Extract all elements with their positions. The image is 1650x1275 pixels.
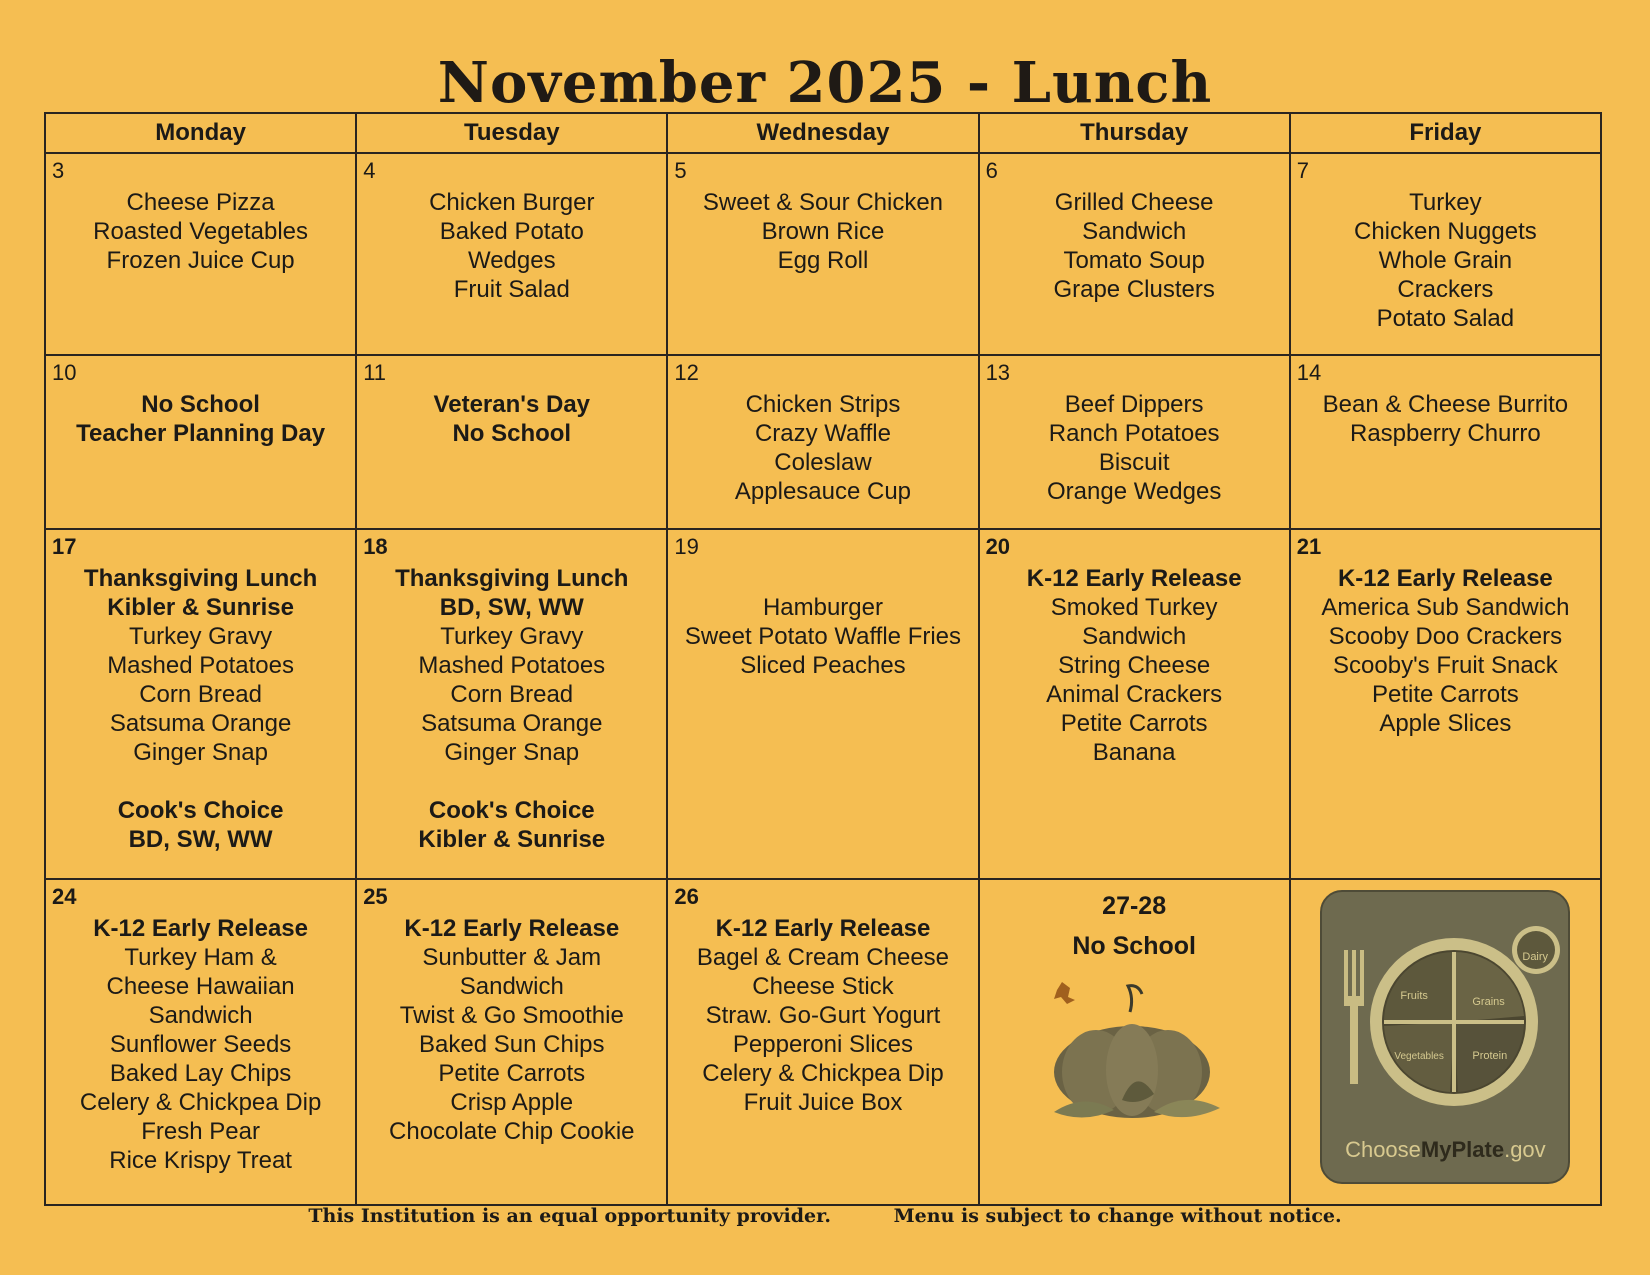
day-number: 21 [1296, 534, 1322, 559]
notice-text: BD, SW, WW [128, 826, 273, 853]
myplate-protein-label: Protein [1472, 1050, 1508, 1062]
menu-item: Satsuma Orange [421, 710, 603, 737]
menu-item: Biscuit [1098, 449, 1170, 476]
myplate-vegetables-label: Vegetables [1394, 1051, 1444, 1062]
day-cell [356, 355, 667, 529]
myplate-logo [1320, 890, 1570, 1184]
myplate-caption [1322, 1135, 1568, 1164]
menu-item: Sweet Potato Waffle Fries [684, 623, 962, 650]
day-number: 10 [52, 360, 77, 385]
page-title: November 2025 - Lunch [437, 50, 1213, 116]
menu-item: Raspberry Churro [1350, 420, 1541, 447]
menu-item: Baked Potato [439, 218, 584, 245]
menu-item: Grape Clusters [1053, 276, 1215, 303]
week-row [45, 879, 1601, 1205]
myplate-dairy-label: Dairy [1522, 951, 1549, 963]
menu-item: Chicken Burger [429, 189, 595, 216]
day-number: 20 [985, 534, 1011, 559]
header-thursday: Thursday [979, 113, 1290, 153]
myplate-caption-brand: MyPlate [1420, 1137, 1505, 1162]
pumpkin-icon [1034, 972, 1234, 1142]
menu-item: Celery & Chickpea Dip [79, 1089, 322, 1116]
day-cell [45, 355, 356, 529]
menu-item: Roasted Vegetables [93, 218, 308, 245]
menu-item: Baked Lay Chips [109, 1060, 292, 1087]
menu-item: Cheese Pizza [126, 189, 275, 216]
footer-change-notice: Menu is subject to change without notice. [893, 1205, 1342, 1227]
day-cell [356, 529, 667, 879]
day-cell [1290, 153, 1601, 355]
menu-item: Tomato Soup [1063, 247, 1205, 274]
notice-text: Teacher Planning Day [76, 420, 326, 447]
day-cell [45, 879, 356, 1205]
day-number: 26 [674, 884, 699, 909]
menu-item: Grilled Cheese [1054, 189, 1214, 216]
day-cell [45, 529, 356, 879]
menu-item: Crackers [1397, 276, 1494, 303]
day-cell [1290, 529, 1601, 879]
menu-item: Turkey Gravy [129, 623, 273, 650]
no-school-label: No School [1072, 932, 1196, 960]
day-number: 12 [674, 360, 699, 385]
notice-text: K-12 Early Release [1026, 565, 1242, 592]
menu-item: Frozen Juice Cup [106, 247, 295, 274]
notice-text: Kibler & Sunrise [418, 826, 606, 853]
week-row [45, 355, 1601, 529]
menu-item: Apple Slices [1379, 710, 1512, 737]
day-number: 24 [52, 884, 77, 909]
menu-item: Fruit Salad [453, 276, 570, 303]
day-cell [356, 879, 667, 1205]
menu-item: Petite Carrots [1060, 710, 1208, 737]
menu-item: Scooby Doo Crackers [1328, 623, 1563, 650]
footer-equal-opportunity: This Institution is an equal opportunity provider. [308, 1205, 832, 1227]
notice-text: Kibler & Sunrise [107, 594, 294, 621]
menu-item: Chicken Strips [745, 391, 901, 418]
menu-item: Crisp Apple [450, 1089, 574, 1116]
notice-text: Thanksgiving Lunch [83, 565, 318, 592]
menu-item: Twist & Go Smoothie [399, 1002, 624, 1029]
menu-item: Ginger Snap [133, 739, 268, 766]
day-cell [667, 879, 978, 1205]
day-cell [667, 153, 978, 355]
menu-item: Applesauce Cup [734, 478, 912, 505]
menu-item: Animal Crackers [1046, 681, 1223, 708]
day-number: 13 [985, 360, 1011, 385]
menu-item: Petite Carrots [438, 1060, 586, 1087]
day-cell [1290, 355, 1601, 529]
menu-item: Chicken Nuggets [1353, 218, 1537, 245]
day-number: 14 [1296, 360, 1322, 385]
menu-item: Bean & Cheese Burrito [1322, 391, 1569, 418]
notice-text: K-12 Early Release [93, 915, 308, 942]
menu-item: Corn Bread [450, 681, 574, 708]
menu-item: Beef Dippers [1064, 391, 1204, 418]
menu-item: Straw. Go-Gurt Yogurt [705, 1002, 941, 1029]
menu-item: Pepperoni Slices [732, 1031, 914, 1058]
header-monday: Monday [45, 113, 356, 153]
menu-item: Satsuma Orange [109, 710, 292, 737]
day-number: 4 [363, 158, 376, 183]
myplate-fruits-label: Fruits [1400, 990, 1428, 1002]
notice-text: K-12 Early Release [1337, 565, 1553, 592]
day-number: 3 [52, 158, 65, 183]
day-cell [356, 153, 667, 355]
notice-text: No School [452, 420, 572, 447]
myplate-grains-label: Grains [1472, 996, 1505, 1008]
notice-text: Cook's Choice [428, 797, 595, 824]
menu-item: Sunbutter & Jam [422, 944, 602, 971]
myplate-caption-prefix: Choose [1345, 1137, 1421, 1162]
menu-item: Rice Krispy Treat [109, 1147, 292, 1174]
day-number: 7 [1296, 158, 1309, 183]
menu-item: Potato Salad [1376, 305, 1515, 332]
menu-item: Sandwich [148, 1002, 253, 1029]
footer [0, 1205, 1650, 1227]
menu-item: Egg Roll [777, 247, 869, 274]
menu-item: String Cheese [1058, 652, 1211, 679]
week-row [45, 529, 1601, 879]
menu-item: Sweet & Sour Chicken [702, 189, 944, 216]
header-friday: Friday [1290, 113, 1601, 153]
menu-item: Bagel & Cream Cheese [696, 944, 950, 971]
day-cell [979, 153, 1290, 355]
menu-item: Turkey Ham & [124, 944, 277, 971]
notice-text: Veteran's Day [433, 391, 591, 418]
day-number: 25 [363, 884, 388, 909]
day-cell [979, 879, 1290, 1205]
menu-item: Hamburger [762, 594, 883, 621]
menu-item: Cheese Hawaiian [106, 973, 295, 1000]
menu-item: Whole Grain [1378, 247, 1513, 274]
day-range: 27-28 [1102, 892, 1167, 920]
menu-item: Banana [1092, 739, 1176, 766]
day-number: 11 [363, 360, 387, 385]
menu-item: Ginger Snap [444, 739, 580, 766]
day-number: 18 [363, 534, 388, 559]
menu-item: Crazy Waffle [754, 420, 891, 447]
menu-item: Cheese Stick [752, 973, 894, 1000]
menu-item: Turkey Gravy [440, 623, 584, 650]
menu-item: Smoked Turkey [1050, 594, 1218, 621]
menu-item: Sandwich [459, 973, 564, 1000]
menu-item: Turkey [1409, 189, 1482, 216]
day-cell [45, 153, 356, 355]
menu-item: Fresh Pear [141, 1118, 260, 1145]
menu-item: Celery & Chickpea Dip [702, 1060, 944, 1087]
day-number: 19 [674, 534, 699, 559]
weekday-header-row [45, 113, 1601, 153]
menu-item: Brown Rice [761, 218, 885, 245]
day-cell [667, 355, 978, 529]
notice-text: BD, SW, WW [439, 594, 584, 621]
menu-item: Petite Carrots [1372, 681, 1519, 708]
day-cell [979, 355, 1290, 529]
notice-text: K-12 Early Release [404, 915, 620, 942]
myplate-caption-suffix: .gov [1504, 1137, 1546, 1162]
notice-text: No School [141, 391, 260, 418]
menu-item: Mashed Potatoes [107, 652, 294, 679]
menu-item: Chocolate Chip Cookie [389, 1118, 635, 1145]
menu-item: Scooby's Fruit Snack [1333, 652, 1558, 679]
menu-item: Wedges [467, 247, 556, 274]
menu-item: Sliced Peaches [740, 652, 906, 679]
notice-text: Thanksgiving Lunch [395, 565, 629, 592]
day-number: 17 [52, 534, 77, 559]
menu-item: Corn Bread [139, 681, 262, 708]
header-wednesday: Wednesday [667, 113, 978, 153]
menu-item: Baked Sun Chips [419, 1031, 605, 1058]
menu-item: America Sub Sandwich [1321, 594, 1570, 621]
lunch-calendar [44, 112, 1602, 1206]
day-number: 5 [674, 158, 687, 183]
notice-text: Cook's Choice [117, 797, 284, 824]
header-tuesday: Tuesday [356, 113, 667, 153]
menu-item: Sandwich [1082, 218, 1187, 245]
week-row [45, 153, 1601, 355]
notice-text: K-12 Early Release [715, 915, 931, 942]
day-cell [979, 529, 1290, 879]
myplate-cell [1290, 879, 1601, 1205]
menu-item: Coleslaw [774, 449, 872, 476]
menu-item: Sandwich [1082, 623, 1187, 650]
day-cell [667, 529, 978, 879]
myplate-icon [1322, 892, 1568, 1112]
menu-item: Orange Wedges [1046, 478, 1222, 505]
menu-item: Mashed Potatoes [418, 652, 606, 679]
menu-item: Sunflower Seeds [109, 1031, 292, 1058]
menu-item: Fruit Juice Box [743, 1089, 903, 1116]
menu-item: Ranch Potatoes [1048, 420, 1220, 447]
day-number: 6 [985, 158, 998, 183]
